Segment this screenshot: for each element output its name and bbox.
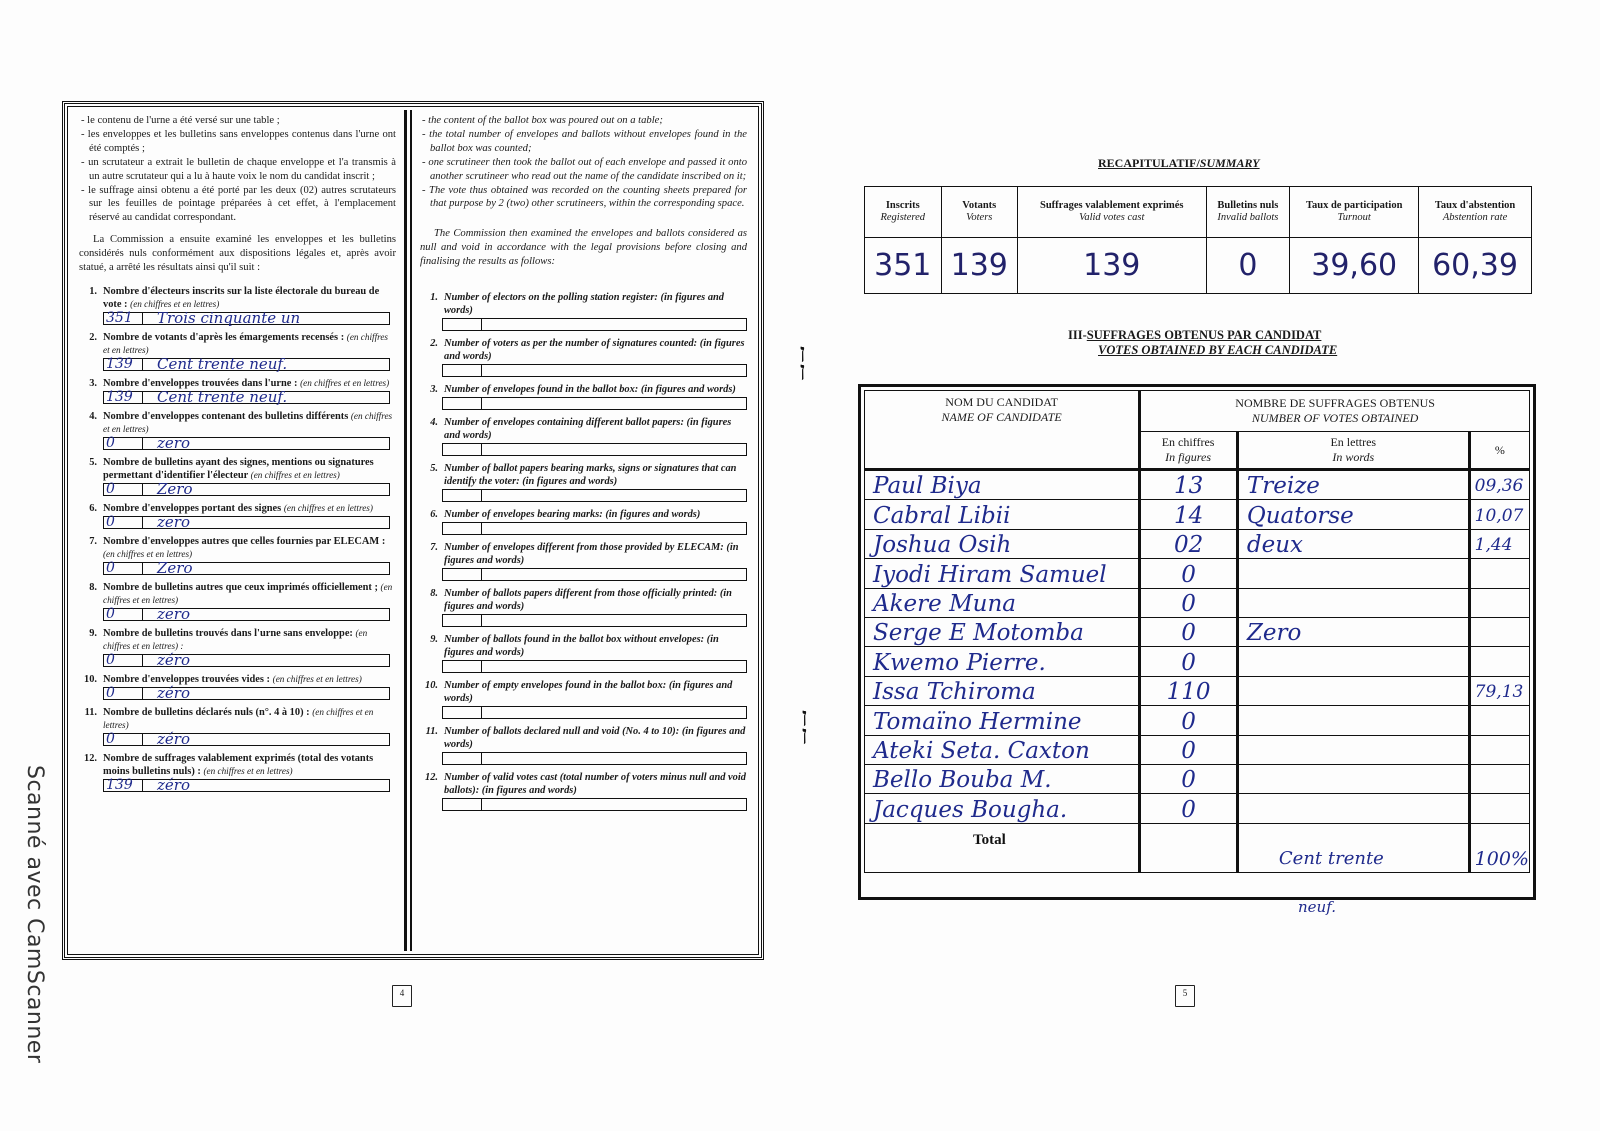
- figures-field[interactable]: [443, 661, 482, 672]
- header-voters: Votants Voters: [941, 187, 1018, 238]
- item-note: (en chiffres et en lettres): [283, 502, 373, 513]
- item-text: Nombre de bulletins autres que ceux imprimés officiellement ;: [103, 581, 378, 593]
- answer-field[interactable]: [103, 308, 390, 327]
- answer-field[interactable]: [442, 752, 747, 765]
- header-valid-votes: Suffrages valablement exprimés Valid votes cast: [1018, 187, 1207, 238]
- item-label: [420, 337, 747, 363]
- item-text: Nombre de bulletins déclarés nuls (n°. 4 à 10) :: [103, 706, 310, 718]
- candidates-section-title: III-SUFFRAGES OBTENUS PAR CANDIDAT VOTES OBTAINED BY EACH CANDIDATE: [1068, 328, 1338, 357]
- words-field[interactable]: zero: [157, 604, 190, 623]
- item-text: Nombre de suffrages valablement exprimés (total des votants moins bulletins nuls) :: [103, 752, 374, 777]
- answer-field[interactable]: [442, 489, 747, 502]
- figures-field[interactable]: [443, 365, 482, 376]
- form-item: [79, 581, 396, 621]
- candidate-name: Kwemo Pierre.: [865, 647, 1140, 676]
- words-field[interactable]: Trois cinquante un: [157, 308, 301, 327]
- candidate-name: Paul Biya: [865, 470, 1140, 500]
- figures-field[interactable]: 0: [104, 655, 143, 666]
- answer-field[interactable]: [442, 397, 747, 410]
- form-item: [79, 331, 396, 371]
- item-note: (en chiffres et en lettres) :: [103, 627, 368, 651]
- answer-field[interactable]: [442, 364, 747, 377]
- item-note: (en chiffres et en lettres): [203, 765, 293, 776]
- votes-words: [1237, 588, 1469, 617]
- item-label: [420, 587, 747, 613]
- item-label: [420, 771, 747, 797]
- form-item: [420, 771, 747, 811]
- figures-field[interactable]: [443, 523, 482, 534]
- item-text: Nombre de votants d'après les émargements recensés :: [103, 331, 345, 343]
- answer-field[interactable]: [103, 604, 390, 623]
- candidate-name: Ateki Seta. Caxton: [865, 735, 1140, 764]
- candidate-row: [865, 500, 1530, 529]
- header-abstention: Taux d'abstention Abstention rate: [1419, 187, 1532, 238]
- answer-field[interactable]: [442, 798, 747, 811]
- form-item: [79, 627, 396, 667]
- item-text: Nombre d'enveloppes trouvées dans l'urne :: [103, 377, 298, 389]
- answer-field[interactable]: [442, 706, 747, 719]
- candidate-row: [865, 529, 1530, 558]
- summary-header-row: [865, 187, 1532, 238]
- figures-field[interactable]: [443, 398, 482, 409]
- item-number: 11.: [84, 706, 97, 718]
- words-field[interactable]: Cent trente neuf.: [157, 387, 288, 406]
- votes-words: [1237, 706, 1469, 735]
- item-number: 8.: [430, 588, 438, 600]
- item-text: Nombre d'enveloppes contenant des bulletins différents: [103, 410, 349, 422]
- item-label: [420, 416, 747, 442]
- votes-words: [1237, 764, 1469, 793]
- header-percent: %: [1469, 432, 1529, 470]
- summary-title: RECAPITULATIF/SUMMARY: [1098, 156, 1260, 170]
- turnout-value: 39,60: [1290, 238, 1419, 294]
- form-item: [420, 383, 747, 410]
- summary-values-row: [865, 238, 1532, 294]
- procedure-step: - The vote thus obtained was recorded on the counting sheets prepared for that purpose by 2 (two) other scrutineers, within the corresponding space.: [422, 184, 747, 210]
- votes-figures: 0: [1140, 706, 1238, 735]
- item-text: Number of ballots found in the ballot box without envelopes: (in figures and words): [444, 634, 719, 659]
- votes-words: [1237, 794, 1469, 823]
- item-label: [420, 541, 747, 567]
- words-field[interactable]: [482, 490, 746, 501]
- item-label: [420, 679, 747, 705]
- header-turnout: Taux de participation Turnout: [1290, 187, 1419, 238]
- item-text: Number of valid votes cast (total number of voters minus null and void ballots): (in figures and words): [444, 772, 746, 797]
- item-text: Nombre d'enveloppes portant des signes: [103, 502, 282, 514]
- item-label: [420, 383, 747, 396]
- total-row: [865, 823, 1530, 872]
- figures-field[interactable]: 139: [104, 780, 143, 791]
- candidate-row: [865, 794, 1530, 823]
- form-item: [420, 462, 747, 502]
- answer-field[interactable]: [442, 614, 747, 627]
- figures-field[interactable]: [443, 799, 482, 810]
- form-item: [420, 337, 747, 377]
- words-field[interactable]: Zero: [157, 479, 193, 498]
- english-commission-paragraph: The Commission then examined the envelopes and ballots considered as null and void in accordance with the legal provisions before closing and finalising the results as follows:: [420, 228, 747, 268]
- english-procedure-list: [420, 114, 747, 211]
- words-field[interactable]: [482, 365, 746, 376]
- answer-field[interactable]: [103, 354, 390, 373]
- binding-mark: ן ן: [800, 341, 806, 381]
- form-item: [79, 285, 396, 325]
- figures-field[interactable]: [443, 444, 482, 455]
- votes-words: [1237, 676, 1469, 705]
- figures-field[interactable]: [443, 569, 482, 580]
- form-item: [420, 633, 747, 673]
- words-field[interactable]: zero: [157, 512, 190, 531]
- item-text: Nombre d'enveloppes autres que celles fournies par ELECAM :: [103, 535, 386, 547]
- votes-words: deux: [1237, 529, 1469, 558]
- candidate-row: [865, 735, 1530, 764]
- words-field[interactable]: zéro: [157, 729, 190, 748]
- answer-field[interactable]: [442, 568, 747, 581]
- item-number: 12.: [425, 772, 438, 784]
- item-number: 7.: [89, 535, 97, 547]
- item-number: 7.: [430, 542, 438, 554]
- votes-figures: 14: [1140, 500, 1238, 529]
- form-item: [79, 410, 396, 450]
- item-number: 10.: [84, 673, 97, 685]
- votes-percent: [1469, 647, 1529, 676]
- abstention-value: 60,39: [1419, 238, 1532, 294]
- candidate-name: Iyodi Hiram Samuel: [865, 559, 1140, 588]
- votes-percent: [1469, 706, 1529, 735]
- header-votes-obtained: NOMBRE DE SUFFRAGES OBTENUS NUMBER OF VOTES OBTAINED: [1140, 391, 1530, 432]
- words-field[interactable]: Zero: [157, 558, 193, 577]
- item-text: Number of envelopes different from those provided by ELECAM: (in figures and words): [444, 542, 739, 567]
- header-candidate-name: NOM DU CANDIDAT NAME OF CANDIDATE: [865, 391, 1140, 470]
- item-note: (en chiffres et en lettres): [103, 581, 393, 605]
- item-note: (en chiffres et en lettres): [103, 410, 393, 434]
- words-field[interactable]: [482, 615, 746, 626]
- votes-words: Zero: [1237, 617, 1469, 646]
- answer-field[interactable]: [103, 512, 390, 531]
- item-number: 12.: [84, 752, 97, 764]
- figures-field[interactable]: [443, 490, 482, 501]
- item-text: Number of voters as per the number of signatures counted: (in figures and words): [444, 338, 745, 363]
- words-field[interactable]: [482, 398, 746, 409]
- candidate-name: Bello Bouba M.: [865, 764, 1140, 793]
- item-text: Number of envelopes found in the ballot box: (in figures and words): [444, 384, 736, 396]
- votes-words: Quatorse: [1237, 500, 1469, 529]
- votes-figures: 0: [1140, 588, 1238, 617]
- header-in-words: En lettres In words: [1237, 432, 1469, 470]
- item-note: (en chiffres et en lettres): [300, 377, 390, 388]
- figures-field[interactable]: [443, 753, 482, 764]
- item-label: [420, 291, 747, 317]
- item-label: [420, 725, 747, 751]
- form-item: [420, 416, 747, 456]
- votes-percent: [1469, 735, 1529, 764]
- words-field[interactable]: [482, 444, 746, 455]
- item-label: [79, 535, 396, 561]
- item-label: [79, 673, 396, 686]
- item-text: Number of electors on the polling station register: (in figures and words): [444, 292, 724, 317]
- procedure-step: - the total number of envelopes and ballots without envelopes found in the ballot box was counted;: [422, 128, 747, 154]
- item-number: 5.: [89, 456, 97, 468]
- page-number-right: 5: [1175, 985, 1195, 1007]
- votes-percent: [1469, 794, 1529, 823]
- votes-percent: [1469, 588, 1529, 617]
- votes-figures: 0: [1140, 735, 1238, 764]
- english-column: [410, 110, 755, 951]
- candidate-row: [865, 764, 1530, 793]
- form-item: [420, 508, 747, 535]
- candidate-row: [865, 470, 1530, 500]
- item-number: 4.: [89, 410, 97, 422]
- invalid-ballots-value: 0: [1206, 238, 1290, 294]
- french-procedure-list: [79, 114, 396, 225]
- answer-field[interactable]: [103, 433, 390, 452]
- answer-field[interactable]: [103, 558, 390, 577]
- form-item: [79, 502, 396, 529]
- words-field[interactable]: [482, 753, 746, 764]
- procedure-step: - le contenu de l'urne a été versé sur une table ;: [81, 115, 280, 126]
- words-field[interactable]: [482, 523, 746, 534]
- item-label: [79, 331, 396, 357]
- candidate-row: [865, 559, 1530, 588]
- answer-field[interactable]: [442, 522, 747, 535]
- item-number: 4.: [430, 417, 438, 429]
- item-text: Nombre d'électeurs inscrits sur la liste électorale du bureau de vote :: [103, 285, 380, 310]
- figures-field[interactable]: 0: [104, 438, 143, 449]
- figures-field[interactable]: 0: [104, 609, 143, 620]
- votes-words: [1237, 559, 1469, 588]
- votes-words: [1237, 735, 1469, 764]
- item-number: 1.: [89, 285, 97, 297]
- results-form-left-page: [62, 101, 764, 960]
- item-note: (en chiffres et en lettres): [103, 548, 193, 559]
- votes-figures: 0: [1140, 617, 1238, 646]
- item-text: Number of ballots papers different from those officially printed: (in figures and words): [444, 588, 732, 613]
- form-item: [420, 291, 747, 331]
- item-text: Nombre d'enveloppes trouvées vides :: [103, 673, 271, 685]
- figures-field[interactable]: 0: [104, 734, 143, 745]
- words-field[interactable]: Cent trente neuf.: [157, 354, 288, 373]
- form-item: [79, 706, 396, 746]
- figures-field[interactable]: 0: [104, 688, 143, 699]
- item-note: (en chiffres et en lettres): [103, 331, 389, 355]
- header-registered: Inscrits Registered: [865, 187, 942, 238]
- figures-field[interactable]: 0: [104, 517, 143, 528]
- form-item: [79, 456, 396, 496]
- french-column: [71, 110, 406, 951]
- item-label: [420, 633, 747, 659]
- item-text: Nombre de bulletins trouvés dans l'urne sans enveloppe:: [103, 627, 353, 639]
- form-item: [420, 587, 747, 627]
- form-item: [79, 673, 396, 700]
- candidates-table-frame: [858, 384, 1536, 900]
- item-number: 3.: [89, 377, 97, 389]
- form-item: [79, 377, 396, 404]
- item-note: (en chiffres et en lettres): [272, 673, 362, 684]
- total-label: Total: [973, 831, 1006, 848]
- answer-field[interactable]: [103, 683, 390, 702]
- votes-figures: 0: [1140, 559, 1238, 588]
- votes-figures: 0: [1140, 764, 1238, 793]
- procedure-step: - les enveloppes et les bulletins sans enveloppes contenus dans l'urne ont été comptés ;: [81, 128, 396, 154]
- answer-field[interactable]: [103, 775, 390, 794]
- item-label: [79, 627, 396, 653]
- item-text: Number of ballots declared null and void (No. 4 to 10): (in figures and words): [444, 726, 746, 751]
- total-words-continuation: neuf.: [1298, 898, 1336, 916]
- candidate-row: [865, 617, 1530, 646]
- figures-field[interactable]: 139: [104, 359, 143, 370]
- item-text: Nombre de bulletins ayant des signes, mentions ou signatures permettant d'identifier l'électeur: [103, 456, 374, 481]
- item-label: [79, 285, 396, 311]
- candidates-table: [864, 390, 1530, 873]
- item-number: 9.: [89, 627, 97, 639]
- figures-field[interactable]: 0: [104, 484, 143, 495]
- words-field[interactable]: zéro: [157, 650, 190, 669]
- votes-percent: 79,13: [1469, 676, 1529, 705]
- item-number: 9.: [430, 634, 438, 646]
- figures-field[interactable]: [443, 615, 482, 626]
- answer-field[interactable]: [103, 729, 390, 748]
- form-item: [420, 679, 747, 719]
- words-field[interactable]: [482, 569, 746, 580]
- binding-mark: ן ן: [802, 705, 808, 745]
- votes-percent: [1469, 764, 1529, 793]
- item-number: 1.: [430, 292, 438, 304]
- candidate-name: Tomaïno Hermine: [865, 706, 1140, 735]
- figures-field[interactable]: 0: [104, 563, 143, 574]
- votes-percent: 10,07: [1469, 500, 1529, 529]
- answer-field[interactable]: [442, 318, 747, 331]
- votes-percent: [1469, 617, 1529, 646]
- voters-value: 139: [941, 238, 1018, 294]
- item-number: 6.: [430, 509, 438, 521]
- page-number-left: 4: [392, 985, 412, 1007]
- item-number: 6.: [89, 502, 97, 514]
- header-in-figures: En chiffres In figures: [1140, 432, 1238, 470]
- english-items-list: [420, 291, 747, 811]
- header-invalid-ballots: Bulletins nuls Invalid ballots: [1206, 187, 1290, 238]
- form-item: [420, 725, 747, 765]
- item-note: (en chiffres et en lettres): [103, 706, 374, 730]
- item-note: (en chiffres et en lettres): [130, 298, 220, 309]
- item-number: 3.: [430, 384, 438, 396]
- candidate-name: Serge E Motomba: [865, 617, 1140, 646]
- registered-value: 351: [865, 238, 942, 294]
- item-number: 2.: [430, 338, 438, 350]
- votes-figures: 0: [1140, 794, 1238, 823]
- candidate-name: Jacques Bougha.: [865, 794, 1140, 823]
- words-field[interactable]: [482, 799, 746, 810]
- item-label: [420, 462, 747, 488]
- words-field[interactable]: zéro: [157, 683, 190, 702]
- procedure-step: - le suffrage ainsi obtenu a été porté par les deux (02) autres scrutateurs sur les feuilles de pointage préparées à cet effet, à l'emplacement réservé au candidat correspondant.: [81, 184, 396, 224]
- french-commission-paragraph: La Commission a ensuite examiné les enveloppes et les bulletins considérés nuls conformément aux dispositions légales et, après avoir statué, a arrêté les résultats ainsi qu'il suit :: [79, 234, 396, 274]
- votes-words: [1237, 647, 1469, 676]
- answer-field[interactable]: [103, 650, 390, 669]
- figures-field[interactable]: [443, 319, 482, 330]
- figures-field[interactable]: 351: [104, 313, 143, 324]
- votes-figures: 13: [1140, 470, 1238, 500]
- item-label: [79, 752, 396, 778]
- answer-field[interactable]: [442, 443, 747, 456]
- item-number: 10.: [425, 680, 438, 692]
- candidate-name: Issa Tchiroma: [865, 676, 1140, 705]
- item-label: [79, 706, 396, 732]
- votes-percent: 1,44: [1469, 529, 1529, 558]
- summary-table: [864, 186, 1532, 294]
- item-label: [79, 581, 396, 607]
- item-label: [79, 456, 396, 482]
- answer-field[interactable]: [442, 660, 747, 673]
- total-figures: [1140, 823, 1238, 872]
- words-field[interactable]: [482, 661, 746, 672]
- item-number: 11.: [425, 726, 438, 738]
- french-items-list: [79, 285, 396, 792]
- answer-field[interactable]: [103, 479, 390, 498]
- total-words: Cent trente: [1237, 823, 1469, 872]
- votes-percent: 09,36: [1469, 470, 1529, 500]
- procedure-step: - un scrutateur a extrait le bulletin de chaque enveloppe et l'a transmis à un autre scrutateur qui a lu à haute voix le nom du candidat inscrit ;: [81, 156, 396, 182]
- procedure-step: - one scrutineer then took the ballot out of each envelope and passed it onto another scrutineer who read out the name of the candidate inscribed on it;: [422, 156, 747, 182]
- candidate-name: Cabral Libii: [865, 500, 1140, 529]
- item-number: 8.: [89, 581, 97, 593]
- form-item: [79, 535, 396, 575]
- candidate-name: Akere Muna: [865, 588, 1140, 617]
- candidate-row: [865, 706, 1530, 735]
- form-item: [420, 541, 747, 581]
- votes-figures: 0: [1140, 647, 1238, 676]
- item-text: Number of envelopes containing different ballot papers: (in figures and words): [444, 417, 732, 442]
- item-label: [79, 410, 396, 436]
- item-label: [420, 508, 747, 521]
- candidate-row: [865, 588, 1530, 617]
- votes-words: Treize: [1237, 470, 1469, 500]
- valid-votes-value: 139: [1018, 238, 1207, 294]
- camscanner-watermark: Scanné avec CamScanner: [22, 765, 47, 1064]
- votes-percent: [1469, 559, 1529, 588]
- candidate-row: [865, 647, 1530, 676]
- procedure-step: - the content of the ballot box was poured out on a table;: [422, 115, 663, 126]
- total-percent: 100%: [1469, 823, 1529, 872]
- words-field[interactable]: [482, 707, 746, 718]
- answer-field[interactable]: [103, 387, 390, 406]
- figures-field[interactable]: [443, 707, 482, 718]
- votes-figures: 110: [1140, 676, 1238, 705]
- item-label: [79, 502, 396, 515]
- candidates-rows: [865, 470, 1530, 873]
- item-note: (en chiffres et en lettres): [250, 469, 340, 480]
- words-field[interactable]: zero: [157, 433, 190, 452]
- item-number: 5.: [430, 463, 438, 475]
- words-field[interactable]: zéro: [157, 775, 190, 794]
- item-number: 2.: [89, 331, 97, 343]
- item-text: Number of envelopes bearing marks: (in figures and words): [444, 509, 701, 521]
- candidate-row: [865, 676, 1530, 705]
- candidate-name: Joshua Osih: [865, 529, 1140, 558]
- votes-figures: 02: [1140, 529, 1238, 558]
- figures-field[interactable]: 139: [104, 392, 143, 403]
- item-text: Number of empty envelopes found in the ballot box: (in figures and words): [444, 680, 733, 705]
- item-text: Number of ballot papers bearing marks, signs or signatures that can identify the voter: (in figures and words): [444, 463, 737, 488]
- form-item: [79, 752, 396, 792]
- words-field[interactable]: [482, 319, 746, 330]
